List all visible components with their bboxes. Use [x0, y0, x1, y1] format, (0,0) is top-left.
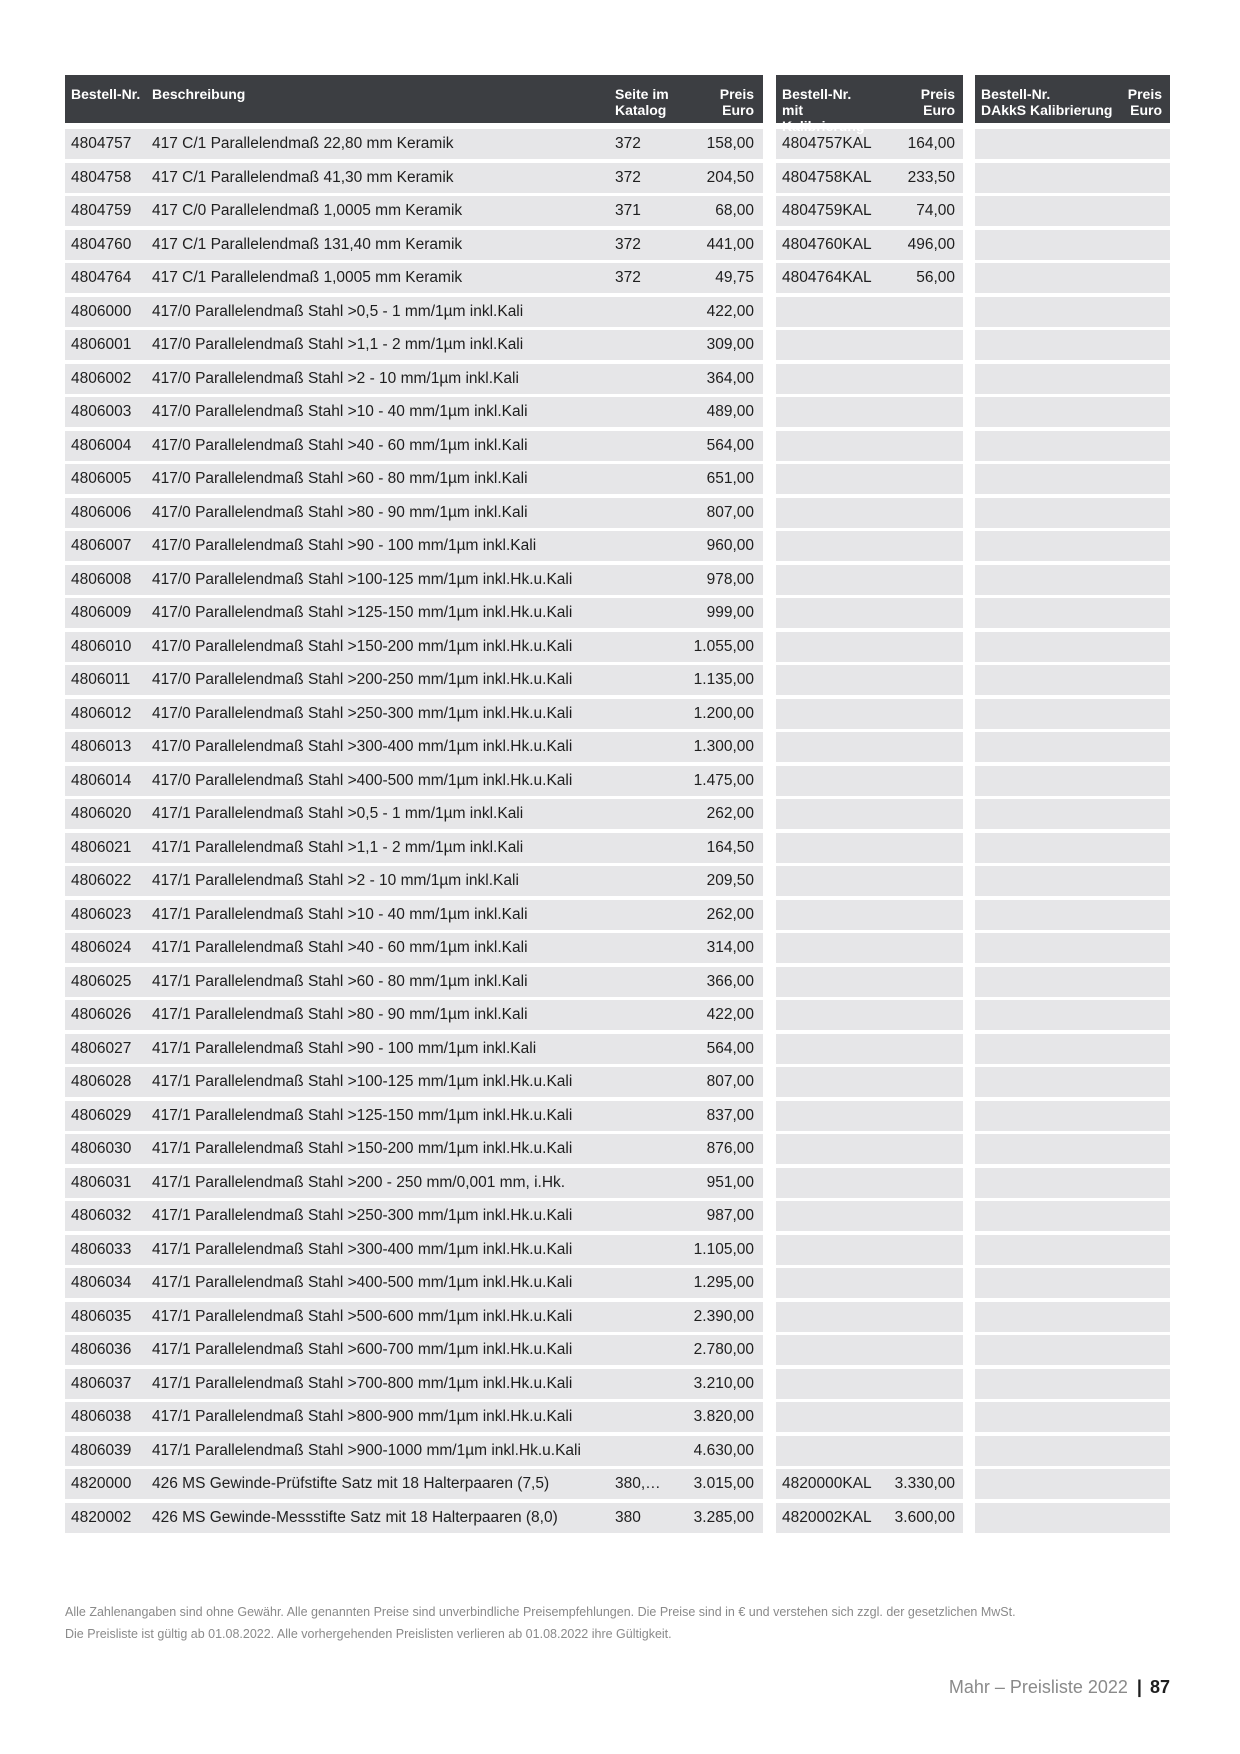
- footer-title: Mahr – Preisliste 2022: [948, 1677, 1128, 1697]
- table-row: [776, 1000, 963, 1030]
- order-number: 4806030: [71, 1140, 132, 1157]
- table-row: [975, 1436, 1170, 1466]
- price: 1.300,00: [693, 738, 754, 755]
- price: 978,00: [706, 570, 754, 588]
- table-row: [65, 464, 763, 494]
- price: 3.210,00: [693, 1374, 754, 1392]
- price: 1.055,00: [693, 637, 754, 655]
- kal-price: 3.330,00: [894, 1475, 955, 1492]
- kal-order-number: 4804760KAL: [782, 235, 872, 253]
- table-row: [65, 766, 763, 796]
- kal-order-number: 4820000KAL: [782, 1475, 872, 1492]
- description: 426 MS Gewinde-Messstifte Satz mit 18 Halterpaaren (8,0): [152, 1508, 558, 1526]
- table-row: [975, 967, 1170, 997]
- description: 417/0 Parallelendmaß Stahl >40 - 60 mm/1µm inkl.Kali: [152, 436, 528, 454]
- order-number: 4806012: [71, 704, 132, 722]
- table-row: [65, 1235, 763, 1265]
- table-row: [776, 933, 963, 963]
- table-row: [776, 1235, 963, 1265]
- price: 68,00: [715, 202, 754, 219]
- description: 417/0 Parallelendmaß Stahl >150-200 mm/1µm inkl.Hk.u.Kali: [152, 637, 573, 655]
- price: 366,00: [706, 972, 754, 990]
- description: 417/1 Parallelendmaß Stahl >900-1000 mm/1µm inkl.Hk.u.Kali: [152, 1441, 581, 1459]
- price: 3.015,00: [693, 1475, 754, 1492]
- page-number: 87: [1149, 1677, 1170, 1697]
- table-row: [776, 866, 963, 896]
- order-number: 4820002: [71, 1508, 132, 1526]
- table-row: [65, 498, 763, 528]
- order-number: 4806014: [71, 771, 132, 789]
- price: 999,00: [706, 604, 754, 621]
- table-row: [975, 1235, 1170, 1265]
- table-row: [975, 129, 1170, 159]
- table-row: [776, 1201, 963, 1231]
- table-row: [65, 632, 763, 662]
- table-row: [776, 699, 963, 729]
- table-row: [65, 1302, 763, 1332]
- order-number: 4804760: [71, 235, 132, 253]
- table-row: [65, 699, 763, 729]
- table-row: [975, 1469, 1170, 1499]
- order-number: 4806010: [71, 637, 132, 655]
- price: 4.630,00: [693, 1441, 754, 1459]
- kal-price: 74,00: [916, 202, 955, 219]
- price: 1.200,00: [693, 704, 754, 722]
- table-row: [776, 1436, 963, 1466]
- table-row: [65, 196, 763, 226]
- table-row: [975, 464, 1170, 494]
- order-number: 4804764: [71, 269, 132, 286]
- table-row: [65, 330, 763, 360]
- catalog-page: 371: [615, 202, 641, 219]
- description: 417/1 Parallelendmaß Stahl >90 - 100 mm/1µm inkl.Kali: [152, 1039, 537, 1057]
- table-row: [975, 397, 1170, 427]
- table-row: [776, 1302, 963, 1332]
- price: 837,00: [706, 1106, 754, 1124]
- footer-separator: |: [1136, 1677, 1142, 1697]
- catalog-page: 380,…: [615, 1475, 661, 1492]
- table-row: [65, 933, 763, 963]
- table-row: [776, 297, 963, 327]
- table-row: [65, 1201, 763, 1231]
- description: 426 MS Gewinde-Prüfstifte Satz mit 18 Halterpaaren (7,5): [152, 1475, 550, 1492]
- catalog-page: 372: [615, 135, 641, 152]
- table-row: [776, 263, 963, 293]
- table-row: [776, 1101, 963, 1131]
- table-row: [65, 1034, 763, 1064]
- description: 417/1 Parallelendmaß Stahl >300-400 mm/1µm inkl.Hk.u.Kali: [152, 1240, 573, 1258]
- description: 417 C/1 Parallelendmaß 41,30 mm Keramik: [152, 168, 454, 186]
- table-row: [776, 431, 963, 461]
- catalog-page: 372: [615, 235, 641, 253]
- order-number: 4806001: [71, 336, 132, 353]
- table-header: [776, 75, 963, 134]
- price: 1.475,00: [693, 771, 754, 789]
- description: 417/0 Parallelendmaß Stahl >400-500 mm/1µm inkl.Hk.u.Kali: [152, 771, 573, 789]
- table-row: [776, 1168, 963, 1198]
- price: 314,00: [706, 939, 754, 956]
- order-number: 4806031: [71, 1173, 132, 1191]
- price: 49,75: [715, 269, 754, 286]
- price: 204,50: [706, 168, 754, 186]
- table-row: [776, 464, 963, 494]
- table-row: [776, 1402, 963, 1432]
- order-number: 4806004: [71, 436, 132, 454]
- table-row: [975, 1201, 1170, 1231]
- table-row: [65, 1101, 763, 1131]
- description: 417/0 Parallelendmaß Stahl >60 - 80 mm/1µm inkl.Kali: [152, 470, 528, 487]
- kal-price: 3.600,00: [894, 1508, 955, 1526]
- table-row: [776, 330, 963, 360]
- table-row: [975, 833, 1170, 863]
- order-number: 4806028: [71, 1073, 132, 1090]
- table-row: [776, 1134, 963, 1164]
- order-number: 4806027: [71, 1039, 132, 1057]
- kal-order-number: 4804764KAL: [782, 269, 872, 286]
- price: 951,00: [706, 1173, 754, 1191]
- catalog-page: 380: [615, 1508, 641, 1526]
- disclaimer: [65, 1601, 1165, 1645]
- kal-order-number: 4804759KAL: [782, 202, 872, 219]
- description: 417/1 Parallelendmaß Stahl >600-700 mm/1µm inkl.Hk.u.Kali: [152, 1341, 573, 1358]
- description: 417/0 Parallelendmaß Stahl >80 - 90 mm/1µm inkl.Kali: [152, 503, 528, 521]
- price: 564,00: [706, 1039, 754, 1057]
- table-row: [776, 531, 963, 561]
- order-number: 4806013: [71, 738, 132, 755]
- table-row: [776, 1335, 963, 1365]
- price: 422,00: [706, 302, 754, 320]
- order-number: 4806011: [71, 671, 131, 688]
- table-body: [65, 129, 763, 1533]
- table-row: [776, 967, 963, 997]
- catalog-page: 372: [615, 168, 641, 186]
- table-row: [975, 1134, 1170, 1164]
- price: 3.285,00: [693, 1508, 754, 1526]
- table-row: [65, 1436, 763, 1466]
- order-number: 4806007: [71, 537, 132, 554]
- table-row: [975, 665, 1170, 695]
- kal-price: 164,00: [907, 135, 955, 152]
- order-number: 4806034: [71, 1274, 132, 1291]
- table-row: [975, 1302, 1170, 1332]
- table-row: [776, 397, 963, 427]
- table-row: [776, 766, 963, 796]
- table-row: [776, 799, 963, 829]
- description: 417/0 Parallelendmaß Stahl >250-300 mm/1µm inkl.Hk.u.Kali: [152, 704, 573, 722]
- table-row: [975, 196, 1170, 226]
- table-row: [776, 1469, 963, 1499]
- order-number: 4806020: [71, 805, 132, 822]
- description: 417/1 Parallelendmaß Stahl >2 - 10 mm/1µm inkl.Kali: [152, 872, 519, 889]
- price: 441,00: [706, 235, 754, 253]
- description: 417/1 Parallelendmaß Stahl >60 - 80 mm/1µm inkl.Kali: [152, 972, 528, 990]
- description: 417/1 Parallelendmaß Stahl >0,5 - 1 mm/1µm inkl.Kali: [152, 805, 524, 822]
- order-number: 4806009: [71, 604, 132, 621]
- table-row: [65, 263, 763, 293]
- table-row: [975, 230, 1170, 260]
- table-row: [776, 598, 963, 628]
- table-row: [65, 665, 763, 695]
- order-number: 4806035: [71, 1307, 132, 1325]
- table-row: [975, 1034, 1170, 1064]
- order-number: 4806032: [71, 1207, 132, 1224]
- table-row: [975, 297, 1170, 327]
- order-number: 4806000: [71, 302, 132, 320]
- table-row: [776, 632, 963, 662]
- table-row: [975, 632, 1170, 662]
- description: 417/1 Parallelendmaß Stahl >500-600 mm/1µm inkl.Hk.u.Kali: [152, 1307, 573, 1325]
- kal-price: 56,00: [916, 269, 955, 286]
- price-table-main: [65, 75, 763, 1533]
- table-row: [975, 1067, 1170, 1097]
- catalog-page: 372: [615, 269, 641, 286]
- description: 417/1 Parallelendmaß Stahl >80 - 90 mm/1µm inkl.Kali: [152, 1006, 528, 1023]
- table-row: [65, 431, 763, 461]
- table-body: [776, 129, 963, 1533]
- table-row: [65, 1067, 763, 1097]
- description: 417/1 Parallelendmaß Stahl >250-300 mm/1µm inkl.Hk.u.Kali: [152, 1207, 573, 1224]
- description: 417/0 Parallelendmaß Stahl >2 - 10 mm/1µm inkl.Kali: [152, 369, 519, 387]
- header-dakks-order-no: Bestell-Nr. DAkkS Kalibrierung: [981, 86, 1113, 118]
- order-number: 4806006: [71, 503, 132, 521]
- price: 2.390,00: [693, 1307, 754, 1325]
- order-number: 4806008: [71, 570, 132, 588]
- price: 2.780,00: [693, 1341, 754, 1358]
- table-row: [975, 263, 1170, 293]
- table-row: [65, 230, 763, 260]
- description: 417 C/1 Parallelendmaß 131,40 mm Keramik: [152, 235, 463, 253]
- description: 417/1 Parallelendmaß Stahl >700-800 mm/1µm inkl.Hk.u.Kali: [152, 1374, 573, 1392]
- table-row: [776, 1369, 963, 1399]
- table-row: [65, 1000, 763, 1030]
- order-number: 4806037: [71, 1374, 132, 1392]
- description: 417 C/1 Parallelendmaß 22,80 mm Keramik: [152, 135, 454, 152]
- order-number: 4806033: [71, 1240, 132, 1258]
- description: 417/0 Parallelendmaß Stahl >100-125 mm/1µm inkl.Hk.u.Kali: [152, 570, 573, 588]
- table-row: [975, 1402, 1170, 1432]
- table-row: [975, 900, 1170, 930]
- description: 417/1 Parallelendmaß Stahl >10 - 40 mm/1µm inkl.Kali: [152, 905, 528, 923]
- table-row: [776, 230, 963, 260]
- table-row: [975, 1503, 1170, 1533]
- table-row: [65, 364, 763, 394]
- table-row: [975, 565, 1170, 595]
- table-row: [65, 732, 763, 762]
- order-number: 4806039: [71, 1441, 132, 1459]
- description: 417/0 Parallelendmaß Stahl >300-400 mm/1µm inkl.Hk.u.Kali: [152, 738, 573, 755]
- order-number: 4806026: [71, 1006, 132, 1023]
- order-number: 4806022: [71, 872, 132, 889]
- description: 417/0 Parallelendmaß Stahl >200-250 mm/1µm inkl.Hk.u.Kali: [152, 671, 573, 688]
- price: 1.135,00: [693, 671, 754, 688]
- table-row: [65, 1168, 763, 1198]
- price: 489,00: [706, 403, 754, 420]
- table-row: [776, 1503, 963, 1533]
- table-row: [975, 699, 1170, 729]
- description: 417/1 Parallelendmaß Stahl >800-900 mm/1µm inkl.Hk.u.Kali: [152, 1408, 573, 1425]
- description: 417/1 Parallelendmaß Stahl >150-200 mm/1µm inkl.Hk.u.Kali: [152, 1140, 573, 1157]
- description: 417/0 Parallelendmaß Stahl >90 - 100 mm/1µm inkl.Kali: [152, 537, 537, 554]
- table-header: [975, 75, 1170, 123]
- table-row: [65, 1369, 763, 1399]
- header-description: Beschreibung: [152, 86, 246, 102]
- price: 1.105,00: [693, 1240, 754, 1258]
- table-header: [65, 75, 763, 123]
- price: 262,00: [706, 805, 754, 822]
- table-row: [65, 1268, 763, 1298]
- order-number: 4804759: [71, 202, 132, 219]
- price: 987,00: [706, 1207, 754, 1224]
- table-row: [776, 665, 963, 695]
- table-row: [776, 732, 963, 762]
- table-body: [975, 129, 1170, 1533]
- description: 417/1 Parallelendmaß Stahl >125-150 mm/1µm inkl.Hk.u.Kali: [152, 1106, 573, 1124]
- table-row: [65, 1402, 763, 1432]
- table-row: [975, 766, 1170, 796]
- order-number: 4806003: [71, 403, 132, 420]
- price: 262,00: [706, 905, 754, 923]
- description: 417/0 Parallelendmaß Stahl >1,1 - 2 mm/1µm inkl.Kali: [152, 336, 524, 353]
- table-row: [65, 1503, 763, 1533]
- table-row: [65, 900, 763, 930]
- table-row: [975, 1101, 1170, 1131]
- table-row: [776, 163, 963, 193]
- table-row: [65, 297, 763, 327]
- table-row: [975, 732, 1170, 762]
- order-number: 4820000: [71, 1475, 132, 1492]
- price: 876,00: [706, 1140, 754, 1157]
- order-number: 4806024: [71, 939, 132, 956]
- price: 209,50: [706, 872, 754, 889]
- order-number: 4804757: [71, 135, 132, 152]
- description: 417/1 Parallelendmaß Stahl >200 - 250 mm/0,001 mm, i.Hk.: [152, 1173, 566, 1191]
- description: 417/0 Parallelendmaß Stahl >125-150 mm/1µm inkl.Hk.u.Kali: [152, 604, 573, 621]
- table-row: [65, 565, 763, 595]
- description: 417/0 Parallelendmaß Stahl >0,5 - 1 mm/1µm inkl.Kali: [152, 302, 524, 320]
- table-row: [776, 900, 963, 930]
- table-row: [776, 1034, 963, 1064]
- price: 3.820,00: [693, 1408, 754, 1425]
- header-dakks-price: Preis Euro: [1127, 86, 1162, 118]
- table-row: [65, 833, 763, 863]
- price-table-calibration: [776, 75, 963, 1533]
- kal-price: 233,50: [907, 168, 955, 186]
- kal-order-number: 4820002KAL: [782, 1508, 872, 1526]
- description: 417 C/0 Parallelendmaß 1,0005 mm Keramik: [152, 202, 463, 219]
- table-row: [776, 196, 963, 226]
- header-price: Preis Euro: [719, 86, 754, 118]
- table-row: [776, 565, 963, 595]
- kal-price: 496,00: [907, 235, 955, 253]
- table-row: [65, 397, 763, 427]
- table-row: [975, 598, 1170, 628]
- table-row: [65, 531, 763, 561]
- price: 364,00: [706, 369, 754, 387]
- price: 807,00: [706, 1073, 754, 1090]
- disclaimer-line: Die Preisliste ist gültig ab 01.08.2022. Alle vorhergehenden Preislisten verlieren ab 01.08.2022 ihre Gültigkeit.: [65, 1627, 672, 1641]
- order-number: 4806002: [71, 369, 132, 387]
- table-row: [65, 1134, 763, 1164]
- description: 417/1 Parallelendmaß Stahl >1,1 - 2 mm/1µm inkl.Kali: [152, 838, 524, 856]
- header-catalog-page: Seite im Katalog: [615, 86, 669, 118]
- table-row: [975, 1268, 1170, 1298]
- table-row: [975, 531, 1170, 561]
- table-row: [776, 1268, 963, 1298]
- table-row: [975, 799, 1170, 829]
- table-row: [776, 364, 963, 394]
- table-row: [776, 1067, 963, 1097]
- table-row: [65, 1335, 763, 1365]
- description: 417/1 Parallelendmaß Stahl >40 - 60 mm/1µm inkl.Kali: [152, 939, 528, 956]
- table-row: [975, 1000, 1170, 1030]
- table-row: [975, 163, 1170, 193]
- price: 564,00: [706, 436, 754, 454]
- page-footer: [949, 1677, 1170, 1698]
- table-row: [975, 431, 1170, 461]
- price: 158,00: [706, 135, 754, 152]
- table-row: [65, 129, 763, 159]
- order-number: 4806025: [71, 972, 132, 990]
- table-row: [975, 1335, 1170, 1365]
- table-row: [65, 967, 763, 997]
- table-row: [975, 866, 1170, 896]
- description: 417/1 Parallelendmaß Stahl >100-125 mm/1µm inkl.Hk.u.Kali: [152, 1073, 573, 1090]
- price: 807,00: [706, 503, 754, 521]
- table-row: [975, 933, 1170, 963]
- description: 417 C/1 Parallelendmaß 1,0005 mm Keramik: [152, 269, 463, 286]
- header-kal-price: Preis Euro: [920, 86, 955, 118]
- table-row: [975, 498, 1170, 528]
- description: 417/1 Parallelendmaß Stahl >400-500 mm/1µm inkl.Hk.u.Kali: [152, 1274, 573, 1291]
- description: 417/0 Parallelendmaß Stahl >10 - 40 mm/1µm inkl.Kali: [152, 403, 528, 420]
- price: 1.295,00: [693, 1274, 754, 1291]
- table-row: [65, 1469, 763, 1499]
- table-row: [975, 364, 1170, 394]
- table-row: [65, 866, 763, 896]
- price: 960,00: [706, 537, 754, 554]
- table-row: [65, 799, 763, 829]
- table-row: [65, 598, 763, 628]
- table-row: [65, 163, 763, 193]
- order-number: 4804758: [71, 168, 132, 186]
- price: 651,00: [706, 470, 754, 487]
- kal-order-number: 4804757KAL: [782, 135, 872, 152]
- table-row: [975, 330, 1170, 360]
- disclaimer-line: Alle Zahlenangaben sind ohne Gewähr. Alle genannten Preise sind unverbindliche Preisempfehlungen. Die Preise sind in € und verstehen sich zzgl. der gesetzlichen MwSt.: [65, 1605, 1016, 1619]
- kal-order-number: 4804758KAL: [782, 168, 872, 186]
- price: 309,00: [706, 336, 754, 353]
- header-order-no: Bestell-Nr.: [71, 86, 141, 102]
- table-row: [975, 1369, 1170, 1399]
- order-number: 4806029: [71, 1106, 132, 1124]
- order-number: 4806005: [71, 470, 132, 487]
- table-row: [776, 833, 963, 863]
- order-number: 4806021: [71, 838, 132, 856]
- order-number: 4806038: [71, 1408, 132, 1425]
- order-number: 4806036: [71, 1341, 132, 1358]
- table-row: [776, 498, 963, 528]
- order-number: 4806023: [71, 905, 132, 923]
- header-kal-order-no: Bestell-Nr. mit Kalibrierung: [782, 86, 865, 134]
- price: 422,00: [706, 1006, 754, 1023]
- price-table-dakks: [975, 75, 1170, 1533]
- price: 164,50: [706, 838, 754, 856]
- table-row: [975, 1168, 1170, 1198]
